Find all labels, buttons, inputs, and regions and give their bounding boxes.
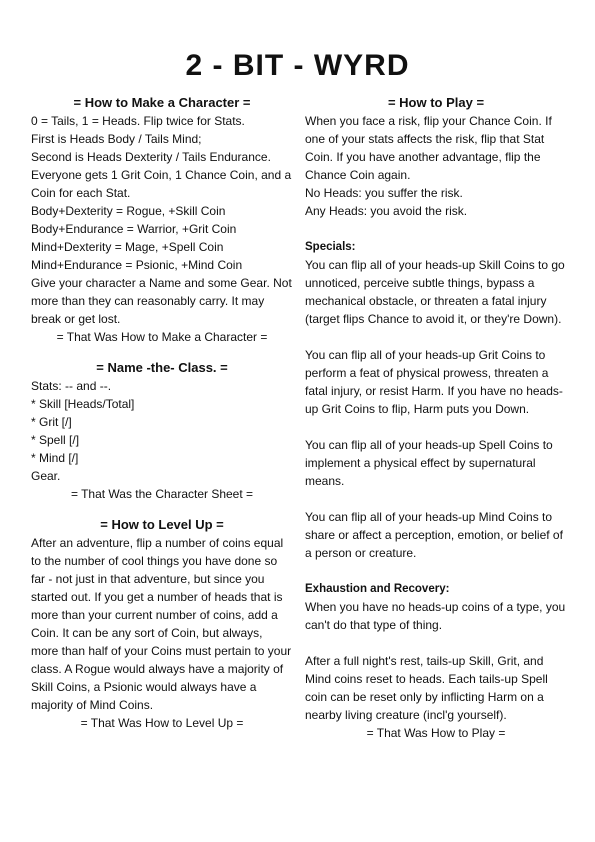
- page-title: 2 - BIT - WYRD: [185, 49, 410, 82]
- make-line-7: Mind+Dexterity = Mage, +Spell Coin: [31, 240, 224, 254]
- character-sheet-footer: = That Was the Character Sheet =: [70, 487, 254, 501]
- sheet-line-1: Stats: -- and --.: [31, 379, 112, 393]
- make-line-2: First is Heads Body / Tails Mind;: [31, 132, 202, 146]
- play-no-heads: No Heads: you suffer the risk.: [305, 186, 463, 200]
- specials-label: Specials:: [305, 241, 356, 253]
- make-line-3: Second is Heads Dexterity / Tails Endurance.: [31, 150, 271, 164]
- make-line-4: Everyone gets 1 Grit Coin, 1 Chance Coin, and a Coin for each Stat.: [31, 168, 292, 200]
- make-character-footer: = That Was How to Make a Character =: [56, 330, 268, 344]
- sheet-line-4: * Spell [/]: [31, 433, 80, 447]
- exhaustion-label: Exhaustion and Recovery:: [305, 583, 450, 595]
- make-character-heading: = How to Make a Character =: [73, 95, 251, 110]
- sheet-line-3: * Grit [/]: [31, 415, 72, 429]
- play-intro: When you face a risk, flip your Chance Coin. If one of your stats affects the risk, flip that Stat Coin. If you have another advantage, flip the Chance Coin again.: [305, 114, 552, 182]
- specials-mind: You can flip all of your heads-up Mind Coins to share or affect a perception, emotion, or belief of a person or creature.: [305, 510, 563, 560]
- left-column: [31, 93, 293, 732]
- level-up-heading: = How to Level Up =: [100, 517, 224, 532]
- level-up-footer: = That Was How to Level Up =: [80, 716, 244, 730]
- right-column: [305, 93, 567, 742]
- character-sheet-heading: = Name -the- Class. =: [96, 360, 228, 375]
- make-line-5: Body+Dexterity = Rogue, +Skill Coin: [31, 204, 226, 218]
- specials-skill: You can flip all of your heads-up Skill Coins to go unnoticed, perceive subtle things, bypass a mechanical obstacle, or threaten a fatal injury (target flips Chance to avoid it, or they're Down).: [305, 258, 565, 326]
- sheet-line-5: * Mind [/]: [31, 451, 79, 465]
- exhaustion-body-1: When you have no heads-up coins of a type, you can't do that type of thing.: [305, 600, 566, 632]
- level-up-body: After an adventure, flip a number of coins equal to the number of cool things you have done so far - not just in that adventure, but since you started out. If you get a number of heads that is more than your current number of coins, add a Coin. It can be any sort of Coin, but always, more than half of your Coins must pertain to your class. A Rogue would always have a majority of Skill Coins, a Psionic would always have a majority of Mind Coins.: [31, 536, 292, 712]
- make-line-1: 0 = Tails, 1 = Heads. Flip twice for Stats.: [31, 114, 245, 128]
- make-line-6: Body+Endurance = Warrior, +Grit Coin: [31, 222, 237, 236]
- exhaustion-body-2: After a full night's rest, tails-up Skill, Grit, and Mind coins reset to heads. Each tails-up Spell coin can be reset only by inflicting Harm on a nearby living creature (incl'g yourself).: [305, 654, 548, 722]
- make-line-9: Give your character a Name and some Gear. Not more than they can reasonably carry. It may break or get lost.: [31, 276, 292, 326]
- specials-grit: You can flip all of your heads-up Grit Coins to perform a feat of physical prowess, threaten a fatal injury, or resist Harm. If you have no heads-up Grit Coins to flip, Harm puts you Down.: [305, 348, 563, 416]
- sheet-line-6: Gear.: [31, 469, 61, 483]
- play-any-heads: Any Heads: you avoid the risk.: [305, 204, 468, 218]
- how-to-play-footer: = That Was How to Play =: [366, 726, 506, 740]
- specials-spell: You can flip all of your heads-up Spell Coins to implement a physical effect by supernatural means.: [305, 438, 553, 488]
- make-line-8: Mind+Endurance = Psionic, +Mind Coin: [31, 258, 243, 272]
- sheet-line-2: * Skill [Heads/Total]: [31, 397, 135, 411]
- how-to-play-heading: = How to Play =: [387, 95, 485, 110]
